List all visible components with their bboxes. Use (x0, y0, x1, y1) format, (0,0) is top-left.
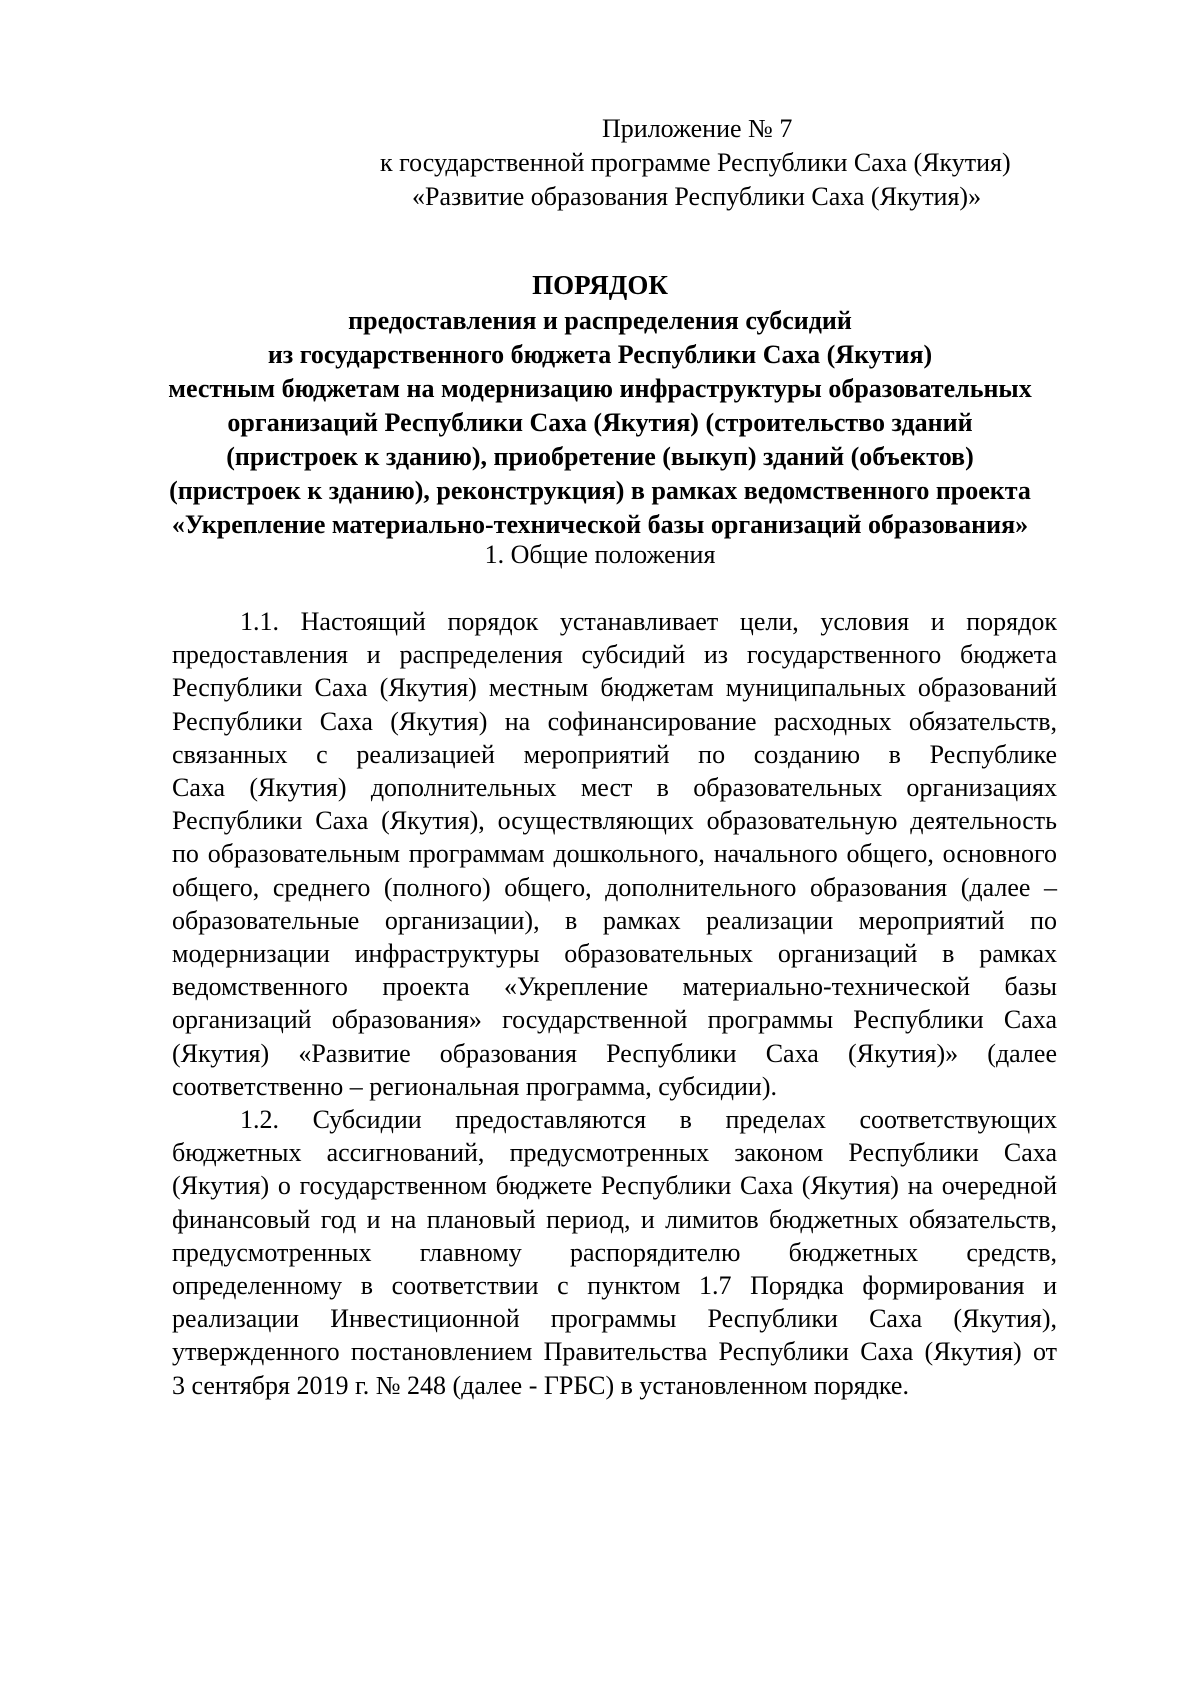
title-line: организаций Республики Саха (Якутия) (строительство зданий (227, 408, 973, 437)
section-title: 1. Общие положения (484, 540, 716, 569)
paragraph-line: модернизации инфраструктуры образовательных организаций в рамках (172, 939, 1057, 969)
appendix-program-name: «Развитие образования Республики Саха (Якутия)» (412, 182, 982, 211)
body-text (172, 605, 1057, 1402)
paragraph-line: Республики Саха (Якутия) местным бюджетам муниципальных образований (172, 673, 1057, 703)
paragraph-line: определенному в соответствии с пунктом 1.7 Порядка формирования и (172, 1271, 1057, 1301)
appendix-program-ref: к государственной программе Республики Саха (Якутия) (380, 148, 1011, 177)
title-heading: ПОРЯДОК (532, 270, 668, 300)
paragraph-line: (Якутия) «Развитие образования Республики Саха (Якутия)» (далее (172, 1038, 1057, 1068)
title-line: местным бюджетам на модернизацию инфраструктуры образовательных (168, 374, 1032, 403)
paragraph-line: Республики Саха (Якутия) на софинансирование расходных обязательств, (172, 706, 1057, 736)
paragraph-line: предоставления и распределения субсидий из государственного бюджета (172, 640, 1057, 670)
title-line: «Укрепление материально-технической базы организаций образования» (171, 510, 1029, 539)
title-line: (пристроек к зданию), реконструкция) в рамках ведомственного проекта (169, 476, 1031, 505)
paragraph-line: по образовательным программам дошкольного, начального общего, основного (172, 839, 1057, 869)
paragraph-line: 1.1. Настоящий порядок устанавливает цели, условия и порядок (240, 607, 1057, 636)
paragraph-line: соответственно – региональная программа, субсидии). (172, 1071, 777, 1101)
paragraph-line: (Якутия) о государственном бюджете Республики Саха (Якутия) на очередной (172, 1171, 1057, 1201)
paragraph-line: 3 сентября 2019 г. № 248 (далее - ГРБС) в установленном порядке. (172, 1370, 909, 1400)
paragraph-1-1 (172, 605, 1057, 1103)
paragraph-1-2 (172, 1103, 1057, 1402)
title-line: (пристроек к зданию), приобретение (выкуп) зданий (объектов) (226, 442, 974, 471)
paragraph-line: образовательные организации), в рамках реализации мероприятий по (172, 905, 1057, 935)
paragraph-line: 1.2. Субсидии предоставляются в пределах соответствующих (240, 1105, 1057, 1135)
appendix-number: Приложение № 7 (602, 114, 793, 143)
paragraph-line: общего, среднего (полного) общего, дополнительного образования (далее – (172, 872, 1057, 902)
document-title (150, 268, 1050, 542)
paragraph-line: организаций образования» государственной программы Республики Саха (172, 1005, 1057, 1035)
paragraph-line: утвержденного постановлением Правительства Республики Саха (Якутия) от (172, 1337, 1057, 1367)
paragraph-line: реализации Инвестиционной программы Республики Саха (Якутия), (172, 1304, 1057, 1334)
paragraph-line: предусмотренных главному распорядителю бюджетных средств, (172, 1237, 1057, 1267)
paragraph-line: Республики Саха (Якутия), осуществляющих образовательную деятельность (172, 806, 1057, 836)
title-line: из государственного бюджета Республики Саха (Якутия) (267, 340, 933, 369)
paragraph-line: ведомственного проекта «Укрепление материально-технической базы (172, 972, 1057, 1002)
title-line: предоставления и распределения субсидий (348, 306, 852, 335)
appendix-header (380, 112, 1080, 214)
paragraph-line: финансовый год и на плановый период, и лимитов бюджетных обязательств, (172, 1204, 1057, 1234)
paragraph-line: Саха (Якутия) дополнительных мест в образовательных организациях (172, 773, 1057, 803)
paragraph-line: связанных с реализацией мероприятий по созданию в Республике (172, 739, 1057, 769)
paragraph-line: бюджетных ассигнований, предусмотренных законом Республики Саха (172, 1138, 1057, 1168)
